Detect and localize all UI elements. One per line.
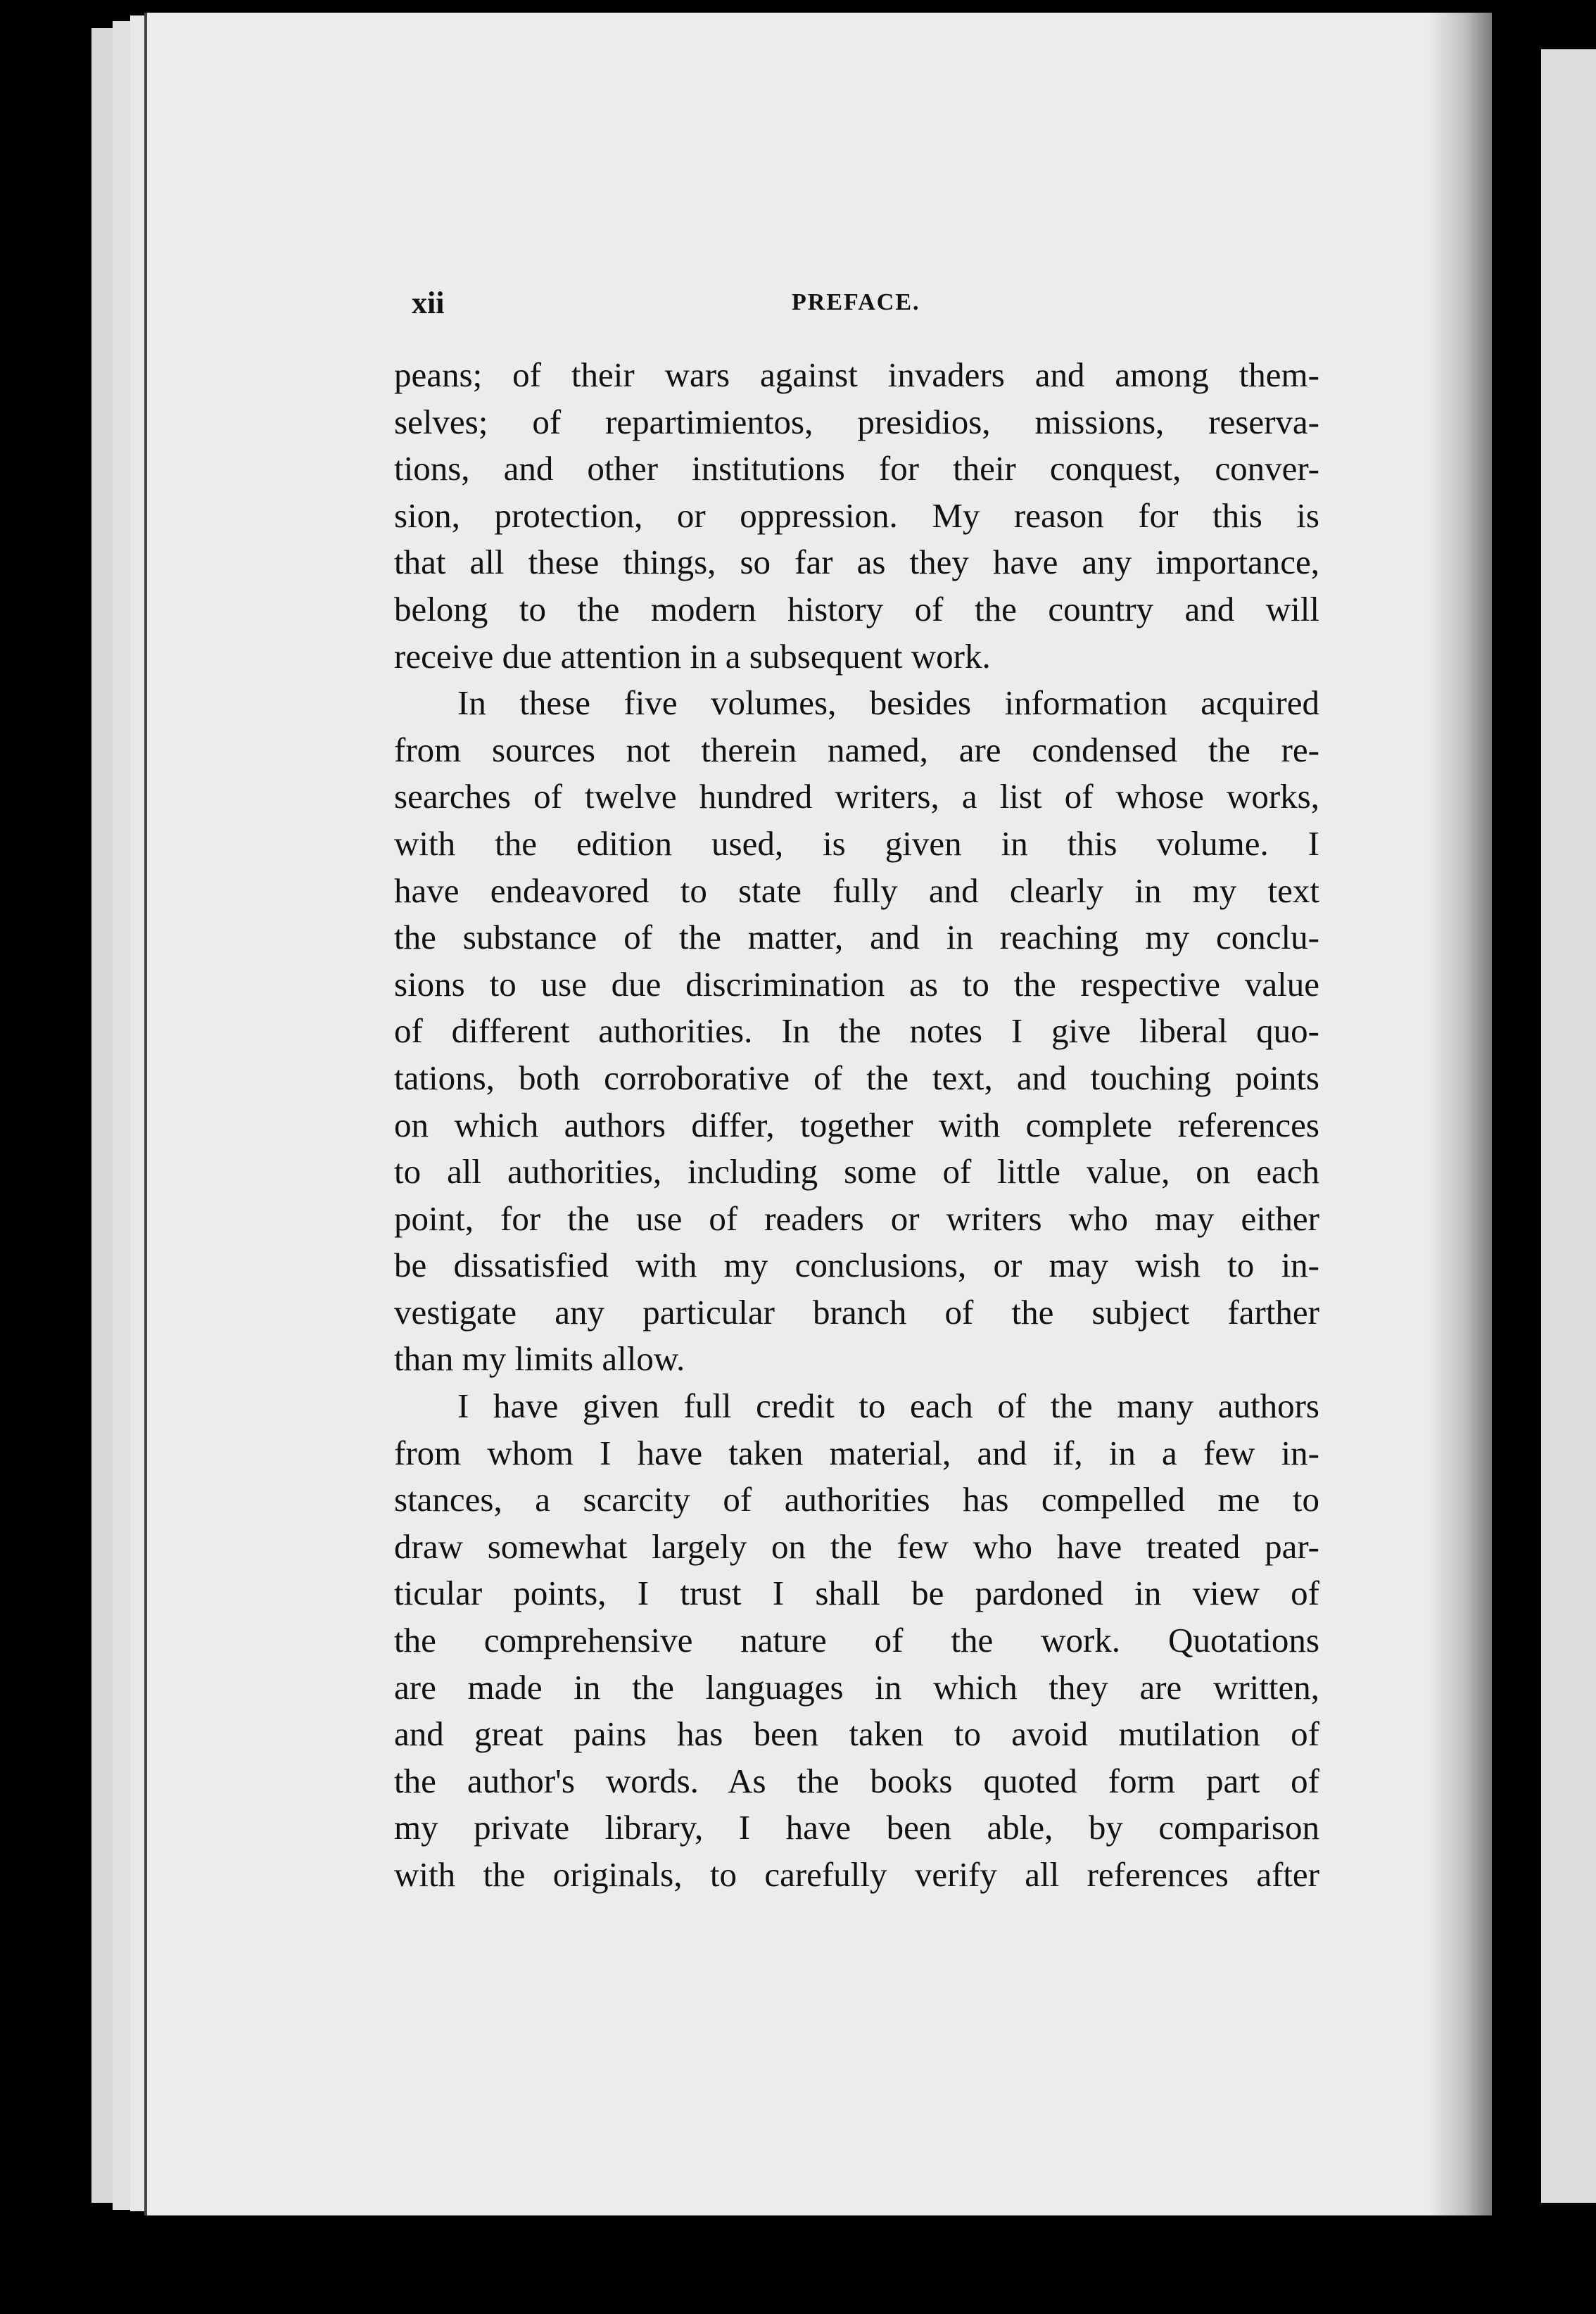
text-line: the author's words. As the books quoted form part of: [394, 1761, 1319, 1800]
text-line: tions, and other institutions for their conquest, conver-: [394, 449, 1319, 488]
text-line: sion, protection, or oppression. My reason for this is: [394, 495, 1319, 535]
gutter-shadow: [1429, 13, 1492, 2215]
text-line: to all authorities, including some of little value, on each: [394, 1152, 1319, 1191]
body-text: [394, 352, 1319, 1899]
text-line: ticular points, I trust I shall be pardoned in view of: [394, 1574, 1319, 1613]
text-line: vestigate any particular branch of the subject farther: [394, 1292, 1319, 1332]
text-line: be dissatisfied with my conclusions, or may wish to in-: [394, 1246, 1319, 1285]
text-line: that all these things, so far as they have any importance,: [394, 543, 1319, 582]
facing-page-edge: [1541, 49, 1596, 2203]
text-line: are made in the languages in which they are written,: [394, 1667, 1319, 1707]
text-line: the comprehensive nature of the work. Quotations: [394, 1621, 1319, 1660]
text-line: peans; of their wars against invaders and among them-: [394, 355, 1319, 394]
text-line: on which authors differ, together with complete references: [394, 1105, 1319, 1144]
text-line: searches of twelve hundred writers, a list of whose works,: [394, 777, 1319, 816]
page-header: [412, 285, 1326, 327]
page-number: xii: [412, 286, 445, 320]
text-line: point, for the use of readers or writers who may either: [394, 1199, 1319, 1238]
text-line: from sources not therein named, are condensed the re-: [394, 730, 1319, 769]
text-line: tations, both corroborative of the text, and touching points: [394, 1058, 1319, 1097]
text-line: the substance of the matter, and in reaching my conclu-: [394, 918, 1319, 957]
text-line: than my limits allow.: [394, 1339, 685, 1379]
text-line: stances, a scarcity of authorities has compelled me to: [394, 1480, 1319, 1519]
text-line: with the originals, to carefully verify all references after: [394, 1855, 1319, 1894]
text-line: I have given full credit to each of the many authors: [457, 1386, 1319, 1426]
text-line: with the edition used, is given in this volume. I: [394, 823, 1319, 863]
running-head: PREFACE.: [792, 289, 920, 315]
text-line: selves; of repartimientos, presidios, missions, reserva-: [394, 402, 1319, 441]
text-line: receive due attention in a subsequent work.: [394, 636, 991, 676]
text-line: from whom I have taken material, and if, in a few in-: [394, 1433, 1319, 1472]
text-line: In these five volumes, besides information acquired: [457, 683, 1319, 723]
text-line: and great pains has been taken to avoid mutilation of: [394, 1714, 1319, 1754]
text-line: my private library, I have been able, by comparison: [394, 1808, 1319, 1847]
text-line: belong to the modern history of the country and will: [394, 589, 1319, 628]
text-line: of different authorities. In the notes I give liberal quo-: [394, 1011, 1319, 1051]
text-line: draw somewhat largely on the few who have treated par-: [394, 1526, 1319, 1566]
text-line: sions to use due discrimination as to the respective value: [394, 964, 1319, 1004]
text-line: have endeavored to state fully and clearly in my text: [394, 871, 1319, 910]
